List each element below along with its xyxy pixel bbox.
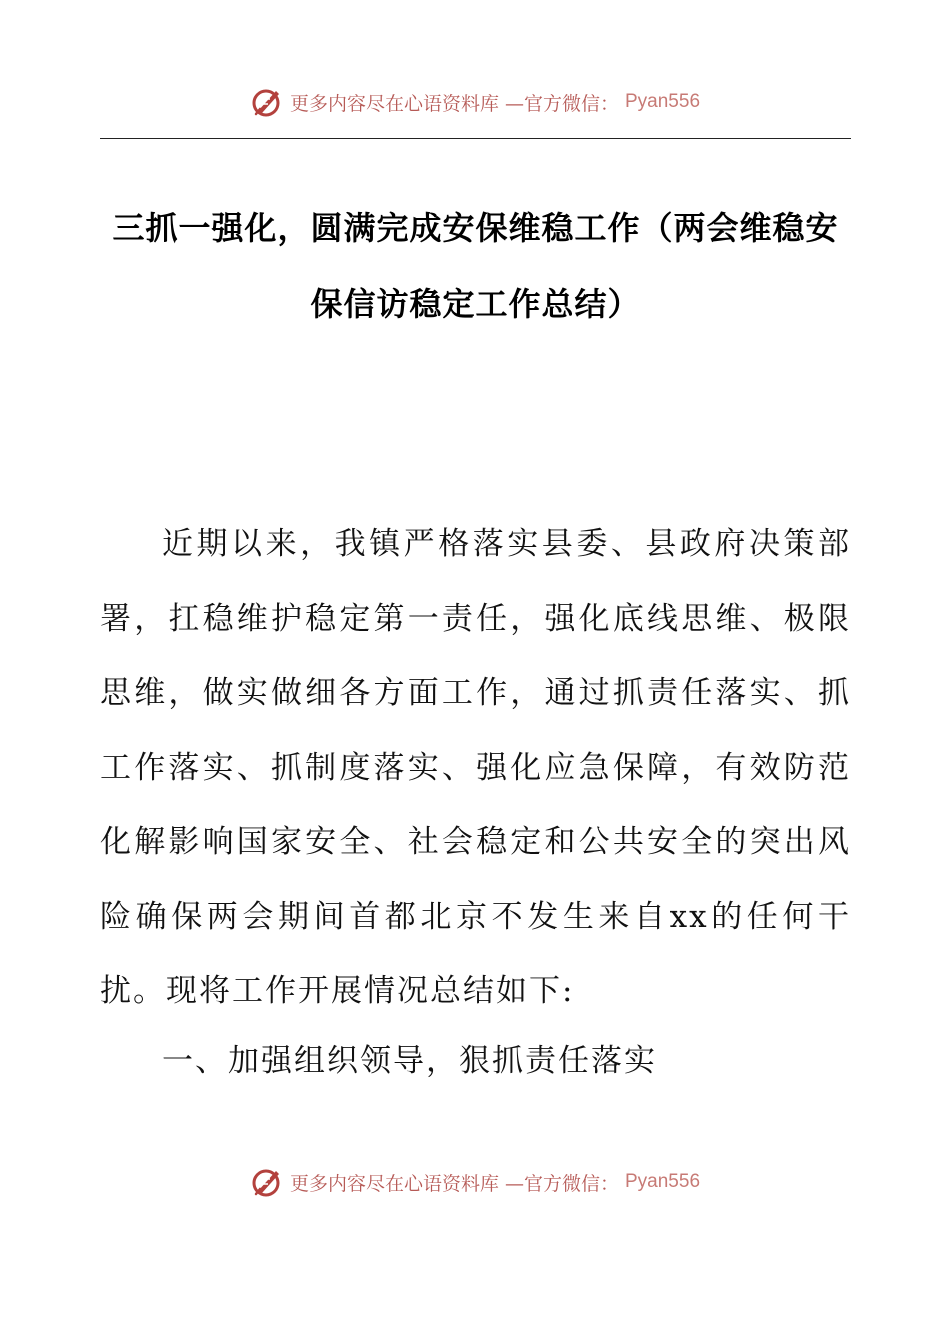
quill-pen-logo-icon bbox=[250, 1165, 284, 1199]
watermark-text: 更多内容尽在心语资料库 bbox=[289, 1172, 499, 1195]
watermark-text: 更多内容尽在心语资料库 bbox=[289, 92, 499, 115]
header-rule bbox=[100, 138, 851, 139]
watermark-wechat-id: Pyan556 bbox=[625, 1171, 701, 1192]
watermark-separator: —官方微信： bbox=[504, 92, 619, 115]
footer-watermark bbox=[0, 1164, 950, 1200]
body-paragraph-1: 近期以来，我镇严格落实县委、县政府决策部署，扛稳维护稳定第一责任，强化底线思维、极限思维，做实做细各方面工作，通过抓责任落实、抓工作落实、抓制度落实、强化应急保障，有效防范化解影响国家安全、社会稳定和公共安全的突出风险确保两会期间首都北京不发生来自xx的任何干扰。现将工作开展情况总结如下: bbox=[100, 526, 851, 1009]
header-watermark bbox=[0, 84, 950, 120]
quill-pen-logo-icon bbox=[250, 85, 284, 119]
watermark-separator: —官方微信： bbox=[504, 1172, 619, 1195]
document-title: 三抓一强化，圆满完成安保维稳工作（两会维稳安保信访稳定工作总结） bbox=[112, 209, 839, 323]
header-watermark-inner bbox=[250, 85, 700, 119]
footer-watermark-inner bbox=[250, 1165, 700, 1199]
watermark-wechat-id: Pyan556 bbox=[625, 91, 701, 112]
section-heading-1: 一、加强组织领导，狠抓责任落实 bbox=[162, 1043, 657, 1079]
